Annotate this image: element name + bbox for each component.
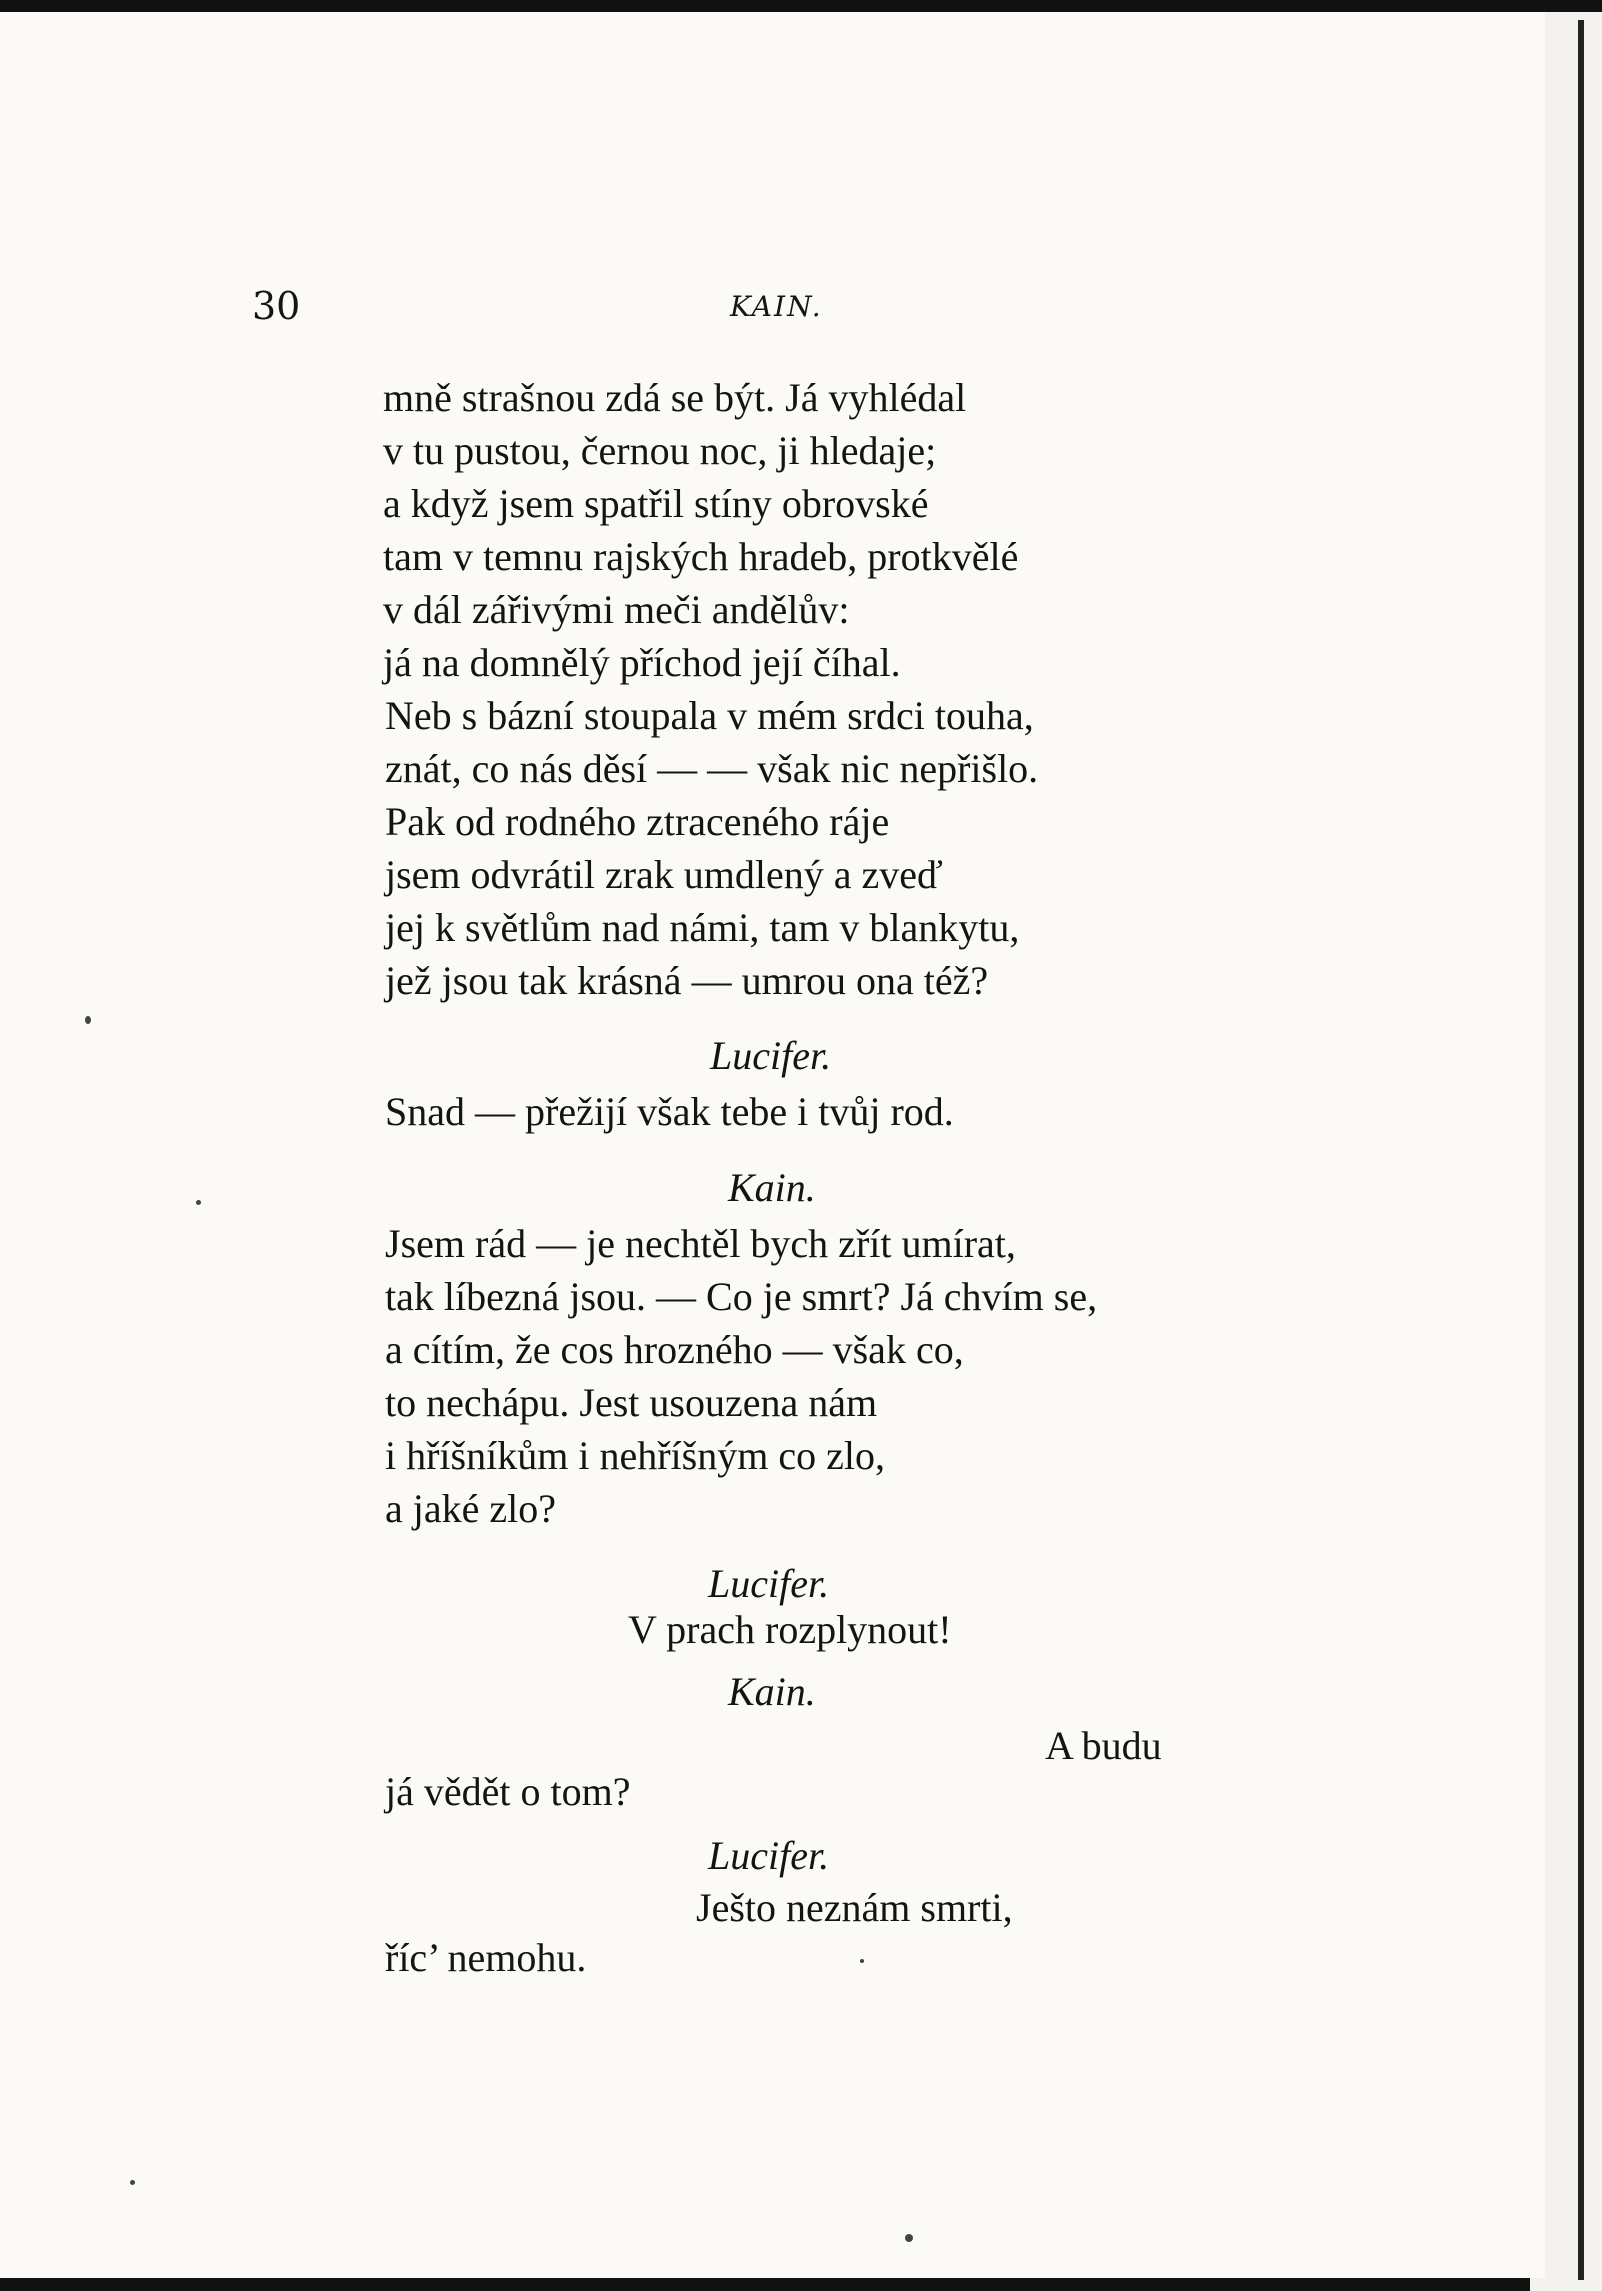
page-number: 30 [252, 284, 301, 328]
verse-line: říc’ nemohu. [385, 1935, 587, 1980]
verse-line: znát, co nás děsí — — však nic nepřišlo. [385, 746, 1039, 791]
verse-line: tam v temnu rajských hradeb, protkvělé [383, 534, 1019, 579]
verse-line: i hříšníkům i nehříšným co zlo, [385, 1433, 885, 1478]
speaker-name: Kain. [728, 1669, 816, 1714]
verse-line: Ješto neznám smrti, [696, 1885, 1013, 1930]
speaker-name: Kain. [728, 1165, 816, 1210]
verse-line: jež jsou tak krásná — umrou ona též? [385, 958, 989, 1003]
scan-speck [196, 1200, 201, 1205]
verse-line: já na domnělý příchod její číhal. [383, 640, 901, 685]
verse-line: a když jsem spatřil stíny obrovské [383, 481, 929, 526]
verse-line: já vědět o tom? [385, 1769, 631, 1814]
speaker-name: Lucifer. [710, 1033, 832, 1078]
verse-line: Pak od rodného ztraceného ráje [385, 799, 890, 844]
verse-line: mně strašnou zdá se být. Já vyhlédal [383, 375, 967, 420]
verse-line: jsem odvrátil zrak umdlený a zveď [385, 852, 943, 897]
running-head: KAIN. [730, 290, 823, 323]
verse-line: v tu pustou, černou noc, ji hledaje; [383, 428, 937, 473]
scan-speck [905, 2234, 913, 2242]
verse-line: Neb s bázní stoupala v mém srdci touha, [385, 693, 1034, 738]
verse-line: A budu [1045, 1723, 1162, 1768]
scan-speck [85, 1016, 91, 1024]
verse-line: v dál zářivými meči andělův: [383, 587, 850, 632]
scan-speck [860, 1959, 864, 1963]
speaker-name: Lucifer. [708, 1833, 830, 1878]
verse-line: Jsem rád — je nechtěl bych zřít umírat, [385, 1221, 1016, 1266]
scan-speck [130, 2180, 135, 2185]
verse-line: tak líbezná jsou. — Co je smrt? Já chvím se, [385, 1274, 1098, 1319]
verse-line: a jaké zlo? [385, 1486, 556, 1531]
scan-edge-line [1578, 20, 1584, 2280]
verse-line: to nechápu. Jest usouzena nám [385, 1380, 878, 1425]
verse-line: V prach rozplynout! [628, 1607, 952, 1652]
book-page [0, 12, 1545, 2278]
page-header [0, 284, 1545, 344]
verse-line: a cítím, že cos hrozného — však co, [385, 1327, 964, 1372]
verse-line: jej k světlům nad námi, tam v blankytu, [385, 905, 1020, 950]
speaker-name: Lucifer. [708, 1561, 830, 1606]
verse-line: Snad — přežijí však tebe i tvůj rod. [385, 1089, 954, 1134]
